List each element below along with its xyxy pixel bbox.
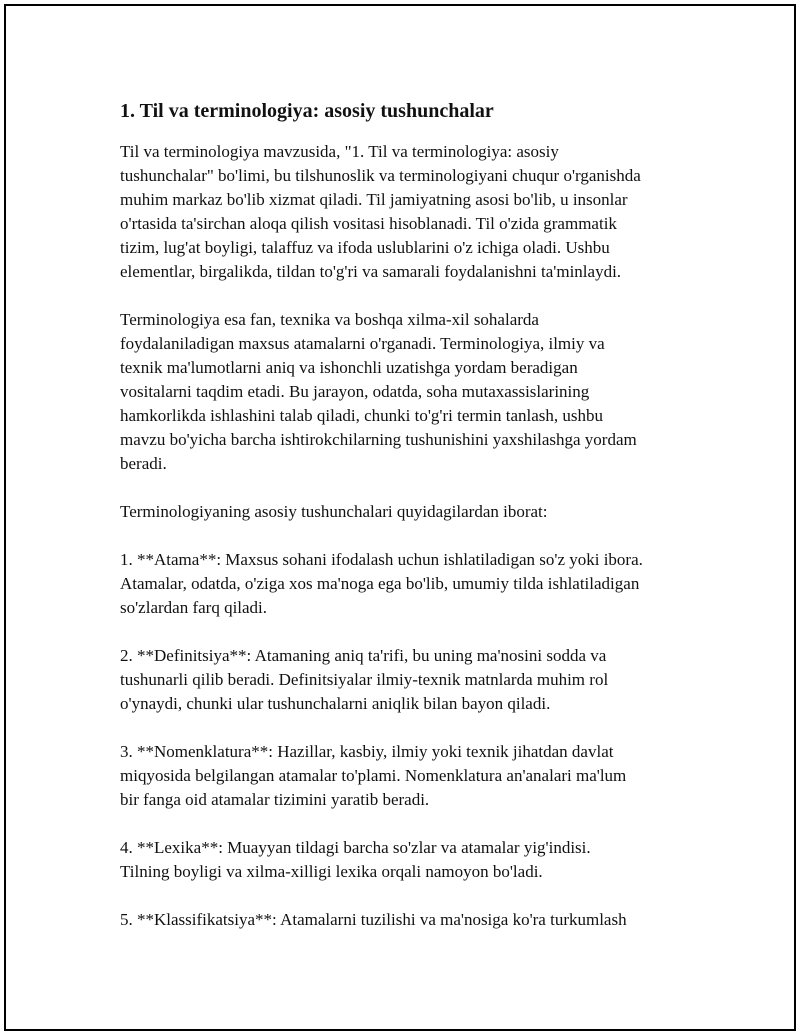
list-item-lexika: 4. **Lexika**: Muayyan tildagi barcha so'zlar va atamalar yig'indisi. Tilning boyligi va xilma-xilligi lexika orqali namoyon bo'ladi. bbox=[120, 838, 591, 881]
paragraph-list-intro: Terminologiyaning asosiy tushunchalari quyidagilardan iborat: bbox=[120, 502, 548, 521]
page-title: 1. Til va terminologiya: asosiy tushunchalar bbox=[120, 100, 494, 122]
list-item-klassifikatsiya: 5. **Klassifikatsiya**: Atamalarni tuzilishi va ma'nosiga ko'ra turkumlash bbox=[120, 910, 627, 929]
paragraph-terminology: Terminologiya esa fan, texnika va boshqa xilma-xil sohalarda foydalaniladigan maxsus atamalarni o'rganadi. Terminologiya, ilmiy va texnik ma'lumotlarni aniq va ishonchli uzatishga yordam beradigan vositalarni taqdim etadi. Bu jarayon, odatda, soha mutaxassislarining hamkorlikda ishlashini talab qiladi, chunki to'g'ri termin tanlash, ushbu mavzu bo'yicha barcha ishtirokchilarning tushunishini yaxshilashga yordam beradi. bbox=[120, 310, 637, 473]
list-item-atama: 1. **Atama**: Maxsus sohani ifodalash uchun ishlatiladigan so'z yoki ibora. Atamalar, odatda, o'ziga xos ma'noga ega bo'lib, umumiy tilda ishlatiladigan so'zlardan farq qiladi. bbox=[120, 550, 643, 617]
document-body bbox=[120, 98, 700, 956]
page-frame bbox=[4, 4, 796, 1031]
list-item-definitsiya: 2. **Definitsiya**: Atamaning aniq ta'rifi, bu uning ma'nosini sodda va tushunarli qilib beradi. Definitsiyalar ilmiy-texnik matnlarda muhim rol o'ynaydi, chunki ular tushunchalarni aniqlik bilan bayon qiladi. bbox=[120, 646, 609, 713]
list-item-nomenklatura: 3. **Nomenklatura**: Hazillar, kasbiy, ilmiy yoki texnik jihatdan davlat miqyosida belgilangan atamalar to'plami. Nomenklatura an'analari ma'lum bir fanga oid atamalar tizimini yaratib beradi. bbox=[120, 742, 627, 809]
paragraph-intro: Til va terminologiya mavzusida, "1. Til va terminologiya: asosiy tushunchalar" bo'limi, bu tilshunoslik va terminologiyani chuqur o'rganishda muhim markaz bo'lib xizmat qiladi. Til jamiyatning asosi bo'lib, u insonlar o'rtasida ta'sirchan aloqa qilish vositasi hisoblanadi. Til o'zida grammatik tizim, lug'at boyligi, talaffuz va ifoda uslublarini o'z ichiga oladi. Ushbu elementlar, birgalikda, tildan to'g'ri va samarali foydalanishni ta'minlaydi. bbox=[120, 142, 641, 281]
